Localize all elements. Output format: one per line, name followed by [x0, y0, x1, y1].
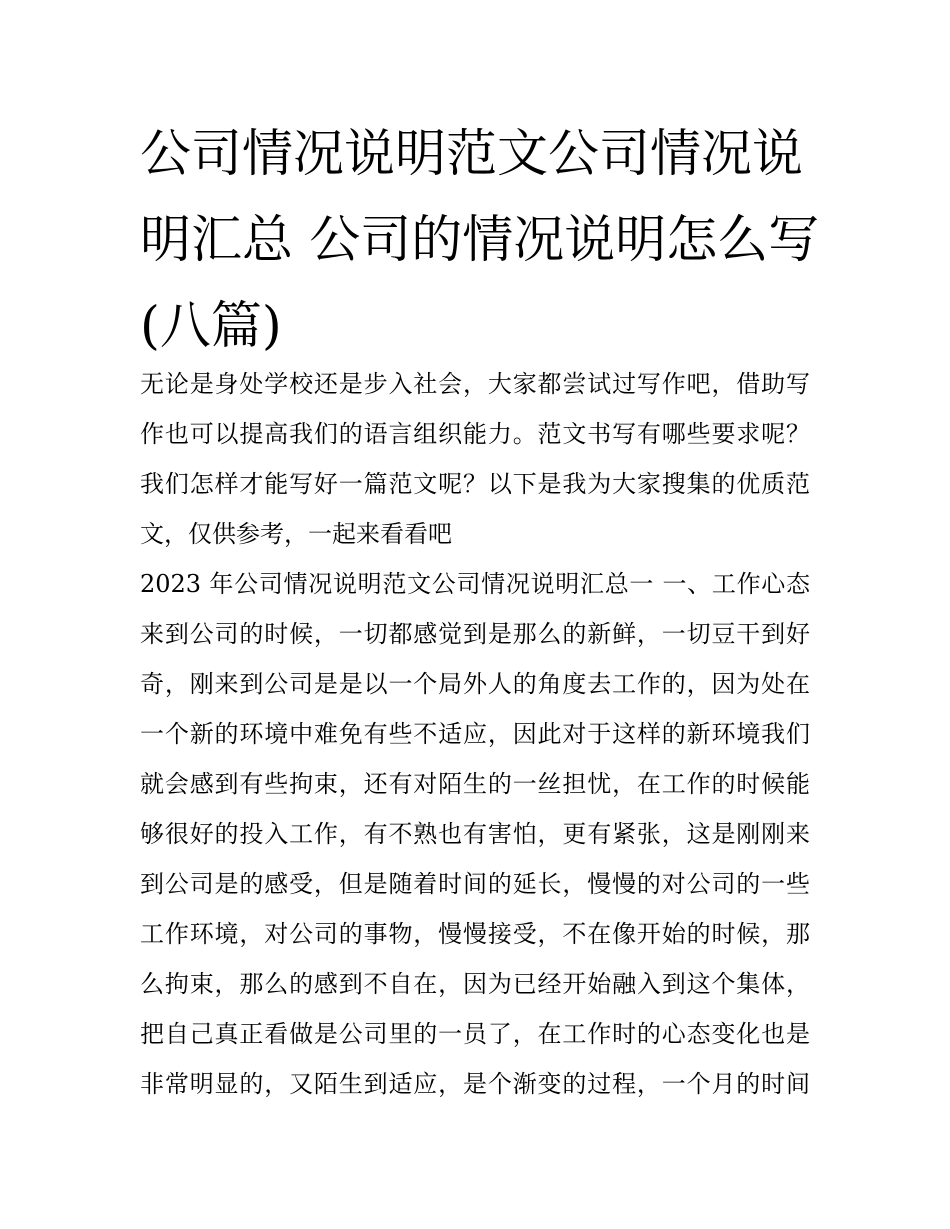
text-line: 2023 年公司情况说明范文公司情况说明汇总一 一、工作心态 — [140, 570, 810, 598]
text-line: 就会感到有些拘束，还有对陌生的一丝担忧，在工作的时候能 — [140, 770, 810, 798]
text-line: 把自己真正看做是公司里的一员了，在工作时的心态变化也是 — [140, 1020, 810, 1048]
text-line: 无论是身处学校还是步入社会，大家都尝试过写作吧，借助写 — [140, 370, 810, 398]
document-body — [140, 359, 830, 1109]
title-line: 明汇总 公司的情况说明怎么写 — [140, 211, 820, 270]
title-line: 公司情况说明范文公司情况说 — [140, 125, 804, 184]
text-line: 文，仅供参考，一起来看看吧 — [140, 520, 452, 548]
text-line: 么拘束，那么的感到不自在，因为已经开始融入到这个集体， — [140, 970, 810, 998]
title-line: (八篇) — [140, 297, 282, 356]
text-line: 一个新的环境中难免有些不适应，因此对于这样的新环境我们 — [140, 720, 810, 748]
text-line: 我们怎样才能写好一篇范文呢？以下是我为大家搜集的优质范 — [140, 470, 810, 498]
section-paragraph — [140, 559, 830, 1109]
document-title — [140, 112, 820, 370]
text-line: 够很好的投入工作，有不熟也有害怕，更有紧张，这是刚刚来 — [140, 820, 810, 848]
text-line: 来到公司的时候，一切都感觉到是那么的新鲜，一切豆干到好 — [140, 620, 810, 648]
text-line: 工作环境，对公司的事物，慢慢接受，不在像开始的时候，那 — [140, 920, 810, 948]
text-line: 到公司是的感受，但是随着时间的延长，慢慢的对公司的一些 — [140, 870, 810, 898]
text-line: 奇，刚来到公司是是以一个局外人的角度去工作的，因为处在 — [140, 670, 810, 698]
intro-paragraph — [140, 359, 830, 559]
text-line: 非常明显的，又陌生到适应，是个渐变的过程，一个月的时间 — [140, 1070, 810, 1098]
text-line: 作也可以提高我们的语言组织能力。范文书写有哪些要求呢？ — [140, 420, 810, 448]
